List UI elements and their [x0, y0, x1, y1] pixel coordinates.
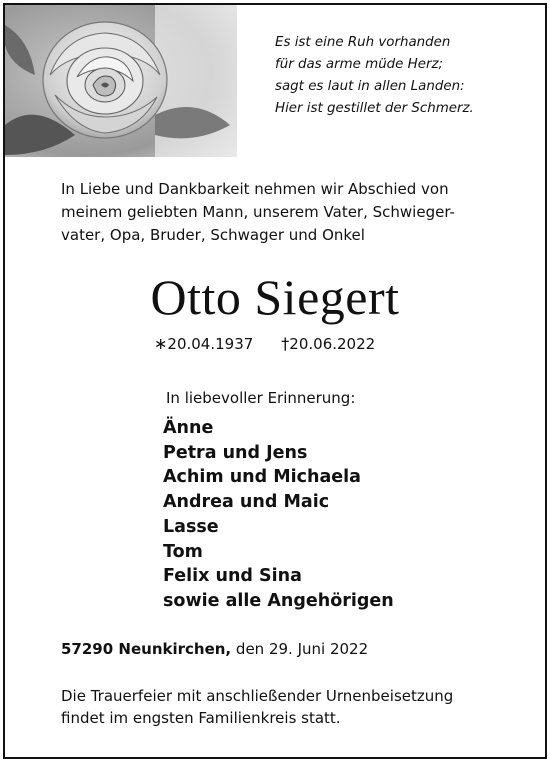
memory-heading: In liebevoller Erinnerung:: [166, 389, 356, 407]
rose-image: [5, 5, 237, 157]
mourner-item: Lasse: [163, 516, 219, 537]
mourners-list: [163, 416, 394, 614]
deceased-name: Otto Siegert: [150, 269, 400, 325]
birth-date: 20.04.1937: [167, 335, 254, 353]
mourner-item: Änne: [163, 418, 214, 438]
intro-line: vater, Opa, Bruder, Schwager und Onkel: [61, 226, 365, 244]
rose-icon: [5, 5, 237, 157]
place: 57290 Neunkirchen,: [61, 640, 232, 658]
poem: [275, 32, 535, 120]
mourner-item: Tom: [163, 541, 203, 562]
obituary-card: [3, 3, 547, 759]
mourner-item: Felix und Sina: [163, 566, 302, 587]
mourner-item: Andrea und Maic: [163, 492, 330, 513]
date: den 29. Juni 2022: [235, 640, 369, 658]
funeral-notice: [61, 685, 531, 729]
poem-line: sagt es laut in allen Landen:: [275, 79, 465, 94]
death-date: 20.06.2022: [289, 335, 376, 353]
intro-text: [61, 178, 531, 247]
intro-line: In Liebe und Dankbarkeit nehmen wir Abschied von: [61, 180, 449, 198]
death-cross-icon: †: [281, 334, 290, 353]
life-dates: [154, 333, 454, 355]
funeral-line: findet im engsten Familienkreis statt.: [61, 709, 341, 727]
mourner-item: Petra und Jens: [163, 442, 308, 463]
intro-line: meinem geliebten Mann, unserem Vater, Schwieger-: [61, 203, 455, 221]
poem-line: für das arme müde Herz;: [275, 57, 444, 72]
funeral-line: Die Trauerfeier mit anschließender Urnenbeisetzung: [61, 687, 454, 705]
birth-star-icon: ∗: [154, 334, 168, 353]
poem-line: Es ist eine Ruh vorhanden: [275, 35, 451, 50]
mourner-item: Achim und Michaela: [163, 467, 361, 488]
poem-line: Hier ist gestillet der Schmerz.: [275, 101, 474, 116]
mourner-item: sowie alle Angehörigen: [163, 590, 394, 611]
place-date-line: [61, 638, 368, 660]
